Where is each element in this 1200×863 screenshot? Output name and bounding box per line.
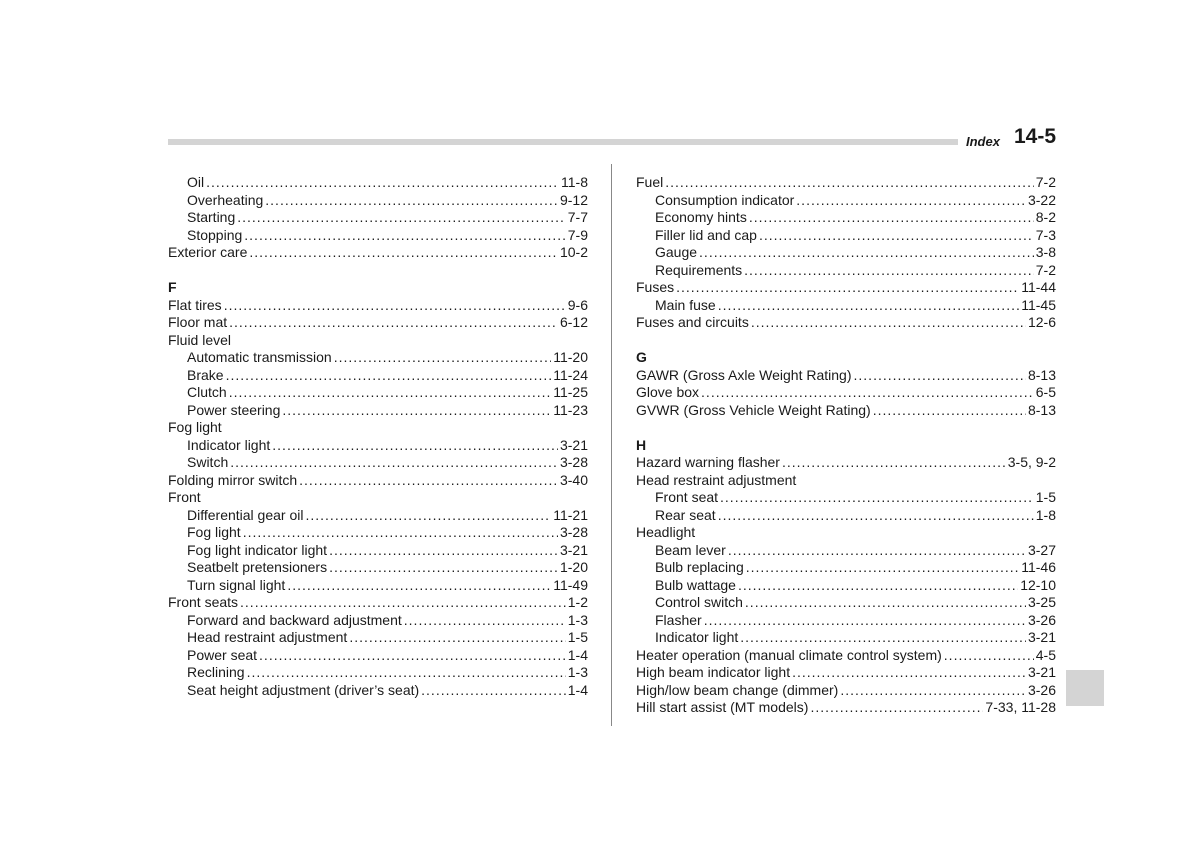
dot-leader bbox=[746, 559, 1019, 577]
entry-term: Turn signal light bbox=[187, 576, 286, 593]
index-subentry bbox=[168, 682, 588, 700]
entry-page-ref: 3-27 bbox=[1027, 541, 1056, 558]
entry-term: Fog light indicator light bbox=[187, 541, 328, 558]
entry-term: Hazard warning flasher bbox=[636, 454, 780, 470]
dot-leader bbox=[718, 297, 1020, 315]
entry-page-ref: 3-8 bbox=[1035, 244, 1056, 260]
entry-term: Head restraint adjustment bbox=[636, 471, 797, 488]
dot-leader bbox=[699, 244, 1034, 262]
index-subentry bbox=[168, 437, 588, 455]
entry-term: Fog light bbox=[187, 524, 241, 540]
entry-term: Exterior care bbox=[168, 244, 248, 260]
index-entry bbox=[636, 472, 1056, 490]
dot-leader bbox=[244, 227, 565, 245]
entry-page-ref: 3-26 bbox=[1027, 611, 1056, 628]
entry-term: Control switch bbox=[655, 594, 743, 610]
entry-page-ref: 3-22 bbox=[1027, 191, 1056, 208]
thumb-index-tab bbox=[1066, 670, 1104, 706]
entry-term: Clutch bbox=[187, 384, 227, 400]
dot-leader bbox=[720, 489, 1034, 507]
index-subentry bbox=[636, 297, 1056, 315]
entry-page-ref: 7-3 bbox=[1035, 226, 1056, 243]
dot-leader bbox=[751, 314, 1026, 332]
index-subentry bbox=[636, 594, 1056, 612]
section-title: Index bbox=[966, 134, 1000, 149]
dot-leader bbox=[272, 437, 558, 455]
entry-page-ref: 3-40 bbox=[559, 471, 588, 488]
entry-page-ref: 8-13 bbox=[1027, 401, 1056, 418]
entry-page-ref: 3-26 bbox=[1027, 681, 1056, 698]
index-subentry bbox=[636, 192, 1056, 210]
entry-page-ref: 1-20 bbox=[559, 559, 588, 575]
entry-term: Glove box bbox=[636, 384, 700, 400]
entry-term: Main fuse bbox=[655, 296, 716, 313]
entry-page-ref: 11-45 bbox=[1021, 296, 1056, 313]
section-gap bbox=[168, 262, 588, 280]
entry-page-ref: 11-49 bbox=[553, 576, 588, 593]
entry-term: Seat height adjustment (driver’s seat) bbox=[187, 681, 420, 698]
index-entry bbox=[636, 454, 1056, 472]
dot-leader bbox=[676, 279, 1019, 297]
entry-term: Consumption indicator bbox=[655, 191, 795, 208]
dot-leader bbox=[249, 244, 558, 262]
index-subentry bbox=[168, 559, 588, 577]
entry-page-ref: 11-44 bbox=[1021, 279, 1056, 295]
entry-page-ref: 12-6 bbox=[1027, 314, 1056, 330]
entry-page-ref: 7-2 bbox=[1035, 261, 1056, 278]
index-subentry bbox=[168, 524, 588, 542]
dot-leader bbox=[782, 454, 1006, 472]
dot-leader bbox=[665, 174, 1034, 192]
index-entry bbox=[636, 174, 1056, 192]
entry-term: Requirements bbox=[655, 261, 743, 278]
section-gap bbox=[636, 332, 1056, 350]
entry-term: Overheating bbox=[187, 191, 264, 208]
index-entry bbox=[636, 647, 1056, 665]
entry-term: Starting bbox=[187, 209, 236, 225]
index-entry bbox=[636, 699, 1056, 717]
column-divider bbox=[611, 164, 612, 726]
dot-leader bbox=[404, 612, 566, 630]
entry-page-ref: 4-5 bbox=[1035, 646, 1056, 663]
entry-term: Fuel bbox=[636, 174, 664, 190]
entry-term: Rear seat bbox=[655, 506, 716, 523]
entry-page-ref: 11-20 bbox=[553, 349, 588, 365]
dot-leader bbox=[224, 297, 566, 315]
index-entry bbox=[636, 682, 1056, 700]
entry-term: Heater operation (manual climate control system) bbox=[636, 646, 942, 663]
dot-leader bbox=[305, 507, 551, 525]
dot-leader bbox=[718, 507, 1034, 525]
index-entry bbox=[636, 314, 1056, 332]
dot-leader bbox=[229, 384, 552, 402]
index-subentry bbox=[636, 244, 1056, 262]
entry-term: Fog light bbox=[168, 419, 222, 435]
dot-leader bbox=[421, 682, 566, 700]
index-entry bbox=[168, 314, 588, 332]
entry-term: Hill start assist (MT models) bbox=[636, 699, 809, 715]
entry-term: Beam lever bbox=[655, 541, 726, 558]
entry-term: High/low beam change (dimmer) bbox=[636, 681, 839, 698]
entry-page-ref: 6-12 bbox=[559, 314, 588, 330]
dot-leader bbox=[229, 314, 558, 332]
dot-leader bbox=[745, 594, 1026, 612]
entry-page-ref: 9-12 bbox=[559, 191, 588, 208]
dot-leader bbox=[206, 174, 559, 192]
entry-term: Floor mat bbox=[168, 314, 228, 330]
entry-page-ref: 1-5 bbox=[1035, 489, 1056, 505]
dot-leader bbox=[701, 384, 1034, 402]
index-subentry bbox=[636, 577, 1056, 595]
dot-leader bbox=[259, 647, 566, 665]
dot-leader bbox=[282, 402, 551, 420]
index-subentry bbox=[636, 507, 1056, 525]
index-subentry bbox=[168, 367, 588, 385]
entry-page-ref: 1-3 bbox=[567, 611, 588, 628]
index-entry bbox=[168, 594, 588, 612]
index-column-right bbox=[636, 174, 1056, 717]
entry-term: Indicator light bbox=[187, 436, 271, 453]
entry-page-ref: 7-9 bbox=[567, 226, 588, 243]
dot-leader bbox=[329, 559, 558, 577]
entry-page-ref: 3-28 bbox=[559, 454, 588, 470]
index-entry bbox=[636, 402, 1056, 420]
index-subentry bbox=[168, 664, 588, 682]
dot-leader bbox=[744, 262, 1034, 280]
dot-leader bbox=[796, 192, 1026, 210]
entry-page-ref: 3-25 bbox=[1027, 594, 1056, 610]
entry-page-ref: 7-2 bbox=[1035, 174, 1056, 190]
entry-page-ref: 1-8 bbox=[1035, 506, 1056, 523]
entry-term: Power steering bbox=[187, 401, 281, 418]
dot-leader bbox=[759, 227, 1034, 245]
index-subentry bbox=[636, 612, 1056, 630]
dot-leader bbox=[243, 524, 558, 542]
entry-term: Fuses bbox=[636, 279, 675, 295]
index-subentry bbox=[636, 209, 1056, 227]
entry-term: Brake bbox=[187, 366, 224, 383]
entry-term: Filler lid and cap bbox=[655, 226, 757, 243]
index-entry bbox=[168, 419, 588, 437]
dot-leader bbox=[287, 577, 551, 595]
index-subentry bbox=[168, 577, 588, 595]
entry-page-ref: 1-5 bbox=[567, 629, 588, 645]
index-subentry bbox=[168, 507, 588, 525]
entry-page-ref: 9-6 bbox=[567, 296, 588, 313]
entry-term: Front seats bbox=[168, 594, 239, 610]
entry-term: Front bbox=[168, 489, 201, 505]
dot-leader bbox=[840, 682, 1026, 700]
dot-leader bbox=[226, 367, 552, 385]
entry-term: GAWR (Gross Axle Weight Rating) bbox=[636, 366, 852, 383]
index-subentry bbox=[636, 542, 1056, 560]
index-subentry bbox=[168, 349, 588, 367]
entry-term: Gauge bbox=[655, 244, 698, 260]
dot-leader bbox=[265, 192, 558, 210]
entry-term: Seatbelt pretensioners bbox=[187, 559, 328, 575]
entry-page-ref: 3-21 bbox=[559, 436, 588, 453]
entry-term: Oil bbox=[187, 174, 205, 190]
entry-page-ref: 11-25 bbox=[553, 384, 588, 400]
section-letter: G bbox=[636, 349, 647, 365]
index-subentry bbox=[636, 629, 1056, 647]
entry-page-ref: 1-4 bbox=[567, 646, 588, 663]
dot-leader bbox=[334, 349, 552, 367]
entry-term: Headlight bbox=[636, 524, 696, 540]
entry-page-ref: 1-4 bbox=[567, 681, 588, 698]
dot-leader bbox=[237, 209, 566, 227]
dot-leader bbox=[704, 612, 1026, 630]
index-subentry bbox=[636, 262, 1056, 280]
entry-page-ref: 8-13 bbox=[1027, 366, 1056, 383]
dot-leader bbox=[740, 629, 1026, 647]
index-subentry bbox=[168, 227, 588, 245]
dot-leader bbox=[230, 454, 558, 472]
entry-page-ref: 10-2 bbox=[559, 244, 588, 260]
entry-term: Differential gear oil bbox=[187, 506, 304, 523]
dot-leader bbox=[329, 542, 558, 560]
entry-term: Indicator light bbox=[655, 629, 739, 645]
entry-term: GVWR (Gross Vehicle Weight Rating) bbox=[636, 401, 871, 418]
entry-page-ref: 3-21 bbox=[1027, 629, 1056, 645]
dot-leader bbox=[728, 542, 1026, 560]
page-number: 14-5 bbox=[1014, 125, 1057, 148]
entry-term: High beam indicator light bbox=[636, 664, 791, 680]
index-subentry bbox=[636, 227, 1056, 245]
dot-leader bbox=[299, 472, 558, 490]
entry-term: Front seat bbox=[655, 489, 719, 505]
entry-page-ref: 6-5 bbox=[1035, 384, 1056, 400]
entry-term: Fuses and circuits bbox=[636, 314, 749, 330]
entry-term: Head restraint adjustment bbox=[187, 629, 348, 645]
entry-term: Switch bbox=[187, 454, 229, 470]
entry-term: Bulb wattage bbox=[655, 576, 736, 593]
entry-page-ref: 3-21 bbox=[1027, 664, 1056, 680]
index-subentry bbox=[168, 647, 588, 665]
index-entry bbox=[636, 664, 1056, 682]
index-subentry bbox=[168, 192, 588, 210]
entry-page-ref: 3-28 bbox=[559, 524, 588, 540]
entry-page-ref: 12-10 bbox=[1020, 576, 1056, 593]
index-subentry bbox=[168, 209, 588, 227]
dot-leader bbox=[873, 402, 1026, 420]
dot-leader bbox=[944, 647, 1034, 665]
index-entry bbox=[636, 367, 1056, 385]
entry-page-ref: 11-8 bbox=[561, 174, 588, 190]
entry-page-ref: 7-7 bbox=[567, 209, 588, 225]
entry-page-ref: 11-21 bbox=[553, 506, 588, 523]
dot-leader bbox=[792, 664, 1026, 682]
entry-term: Reclining bbox=[187, 664, 245, 680]
index-subentry bbox=[168, 542, 588, 560]
dot-leader bbox=[854, 367, 1026, 385]
entry-page-ref: 11-46 bbox=[1021, 559, 1056, 575]
index-subentry bbox=[168, 384, 588, 402]
entry-term: Economy hints bbox=[655, 209, 747, 225]
entry-page-ref: 3-5, 9-2 bbox=[1007, 454, 1056, 470]
index-subentry bbox=[168, 402, 588, 420]
index-entry bbox=[168, 489, 588, 507]
entry-term: Power seat bbox=[187, 646, 258, 663]
dot-leader bbox=[349, 629, 565, 647]
entry-page-ref: 1-3 bbox=[567, 664, 588, 680]
dot-leader bbox=[810, 699, 983, 717]
index-subentry bbox=[168, 612, 588, 630]
entry-page-ref: 7-33, 11-28 bbox=[985, 699, 1056, 715]
index-entry bbox=[636, 279, 1056, 297]
entry-term: Bulb replacing bbox=[655, 559, 744, 575]
dot-leader bbox=[247, 664, 566, 682]
entry-term: Flasher bbox=[655, 611, 702, 628]
entry-term: Folding mirror switch bbox=[168, 471, 298, 488]
entry-page-ref: 11-23 bbox=[553, 401, 588, 418]
section-gap bbox=[636, 419, 1056, 437]
index-subentry bbox=[168, 629, 588, 647]
index-column-left bbox=[168, 174, 588, 699]
entry-page-ref: 11-24 bbox=[553, 366, 588, 383]
index-entry bbox=[636, 524, 1056, 542]
entry-page-ref: 1-2 bbox=[567, 594, 588, 610]
entry-term: Flat tires bbox=[168, 296, 222, 313]
entry-page-ref: 3-21 bbox=[559, 541, 588, 558]
section-letter: H bbox=[636, 436, 647, 453]
index-entry bbox=[168, 297, 588, 315]
index-entry bbox=[168, 332, 588, 350]
dot-leader bbox=[738, 577, 1018, 595]
dot-leader bbox=[749, 209, 1034, 227]
entry-page-ref: 8-2 bbox=[1035, 209, 1056, 225]
index-entry bbox=[636, 384, 1056, 402]
index-subentry bbox=[168, 454, 588, 472]
index-subentry bbox=[636, 489, 1056, 507]
entry-term: Fluid level bbox=[168, 331, 232, 348]
index-subentry bbox=[636, 559, 1056, 577]
entry-term: Forward and backward adjustment bbox=[187, 611, 402, 628]
index-entry bbox=[168, 244, 588, 262]
entry-term: Stopping bbox=[187, 226, 243, 243]
dot-leader bbox=[240, 594, 566, 612]
index-subentry bbox=[168, 174, 588, 192]
index-entry bbox=[168, 472, 588, 490]
entry-term: Automatic transmission bbox=[187, 349, 332, 365]
section-letter: F bbox=[168, 279, 177, 295]
header-rule bbox=[168, 139, 958, 145]
